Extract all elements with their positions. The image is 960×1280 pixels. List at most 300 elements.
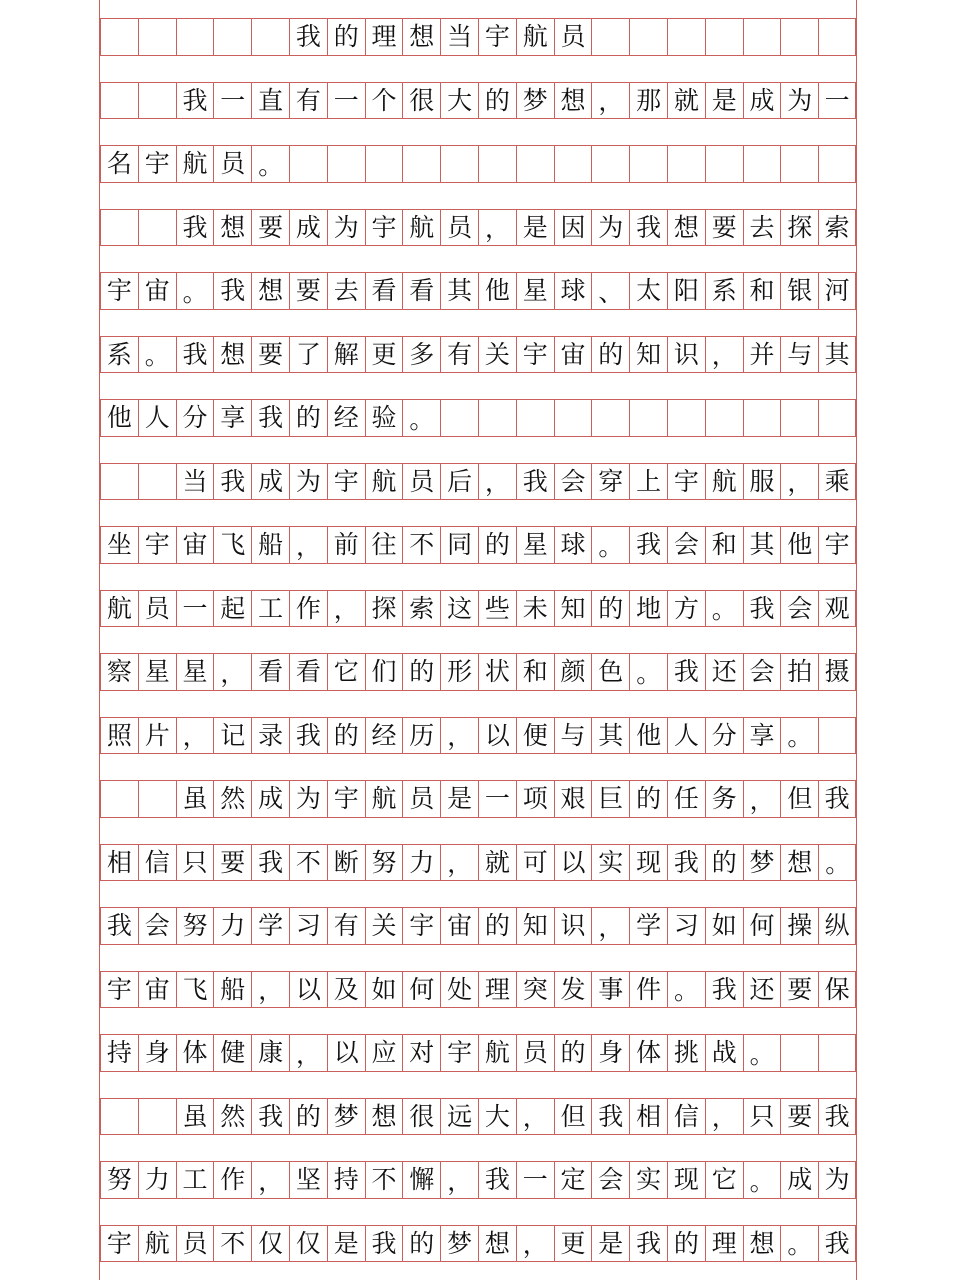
grid-row bbox=[100, 463, 856, 501]
grid-cell bbox=[780, 399, 818, 437]
grid-cell bbox=[365, 145, 403, 183]
grid-cell: 关 bbox=[365, 907, 403, 945]
grid-cell: 何 bbox=[743, 907, 781, 945]
grid-cell bbox=[100, 780, 138, 818]
grid-cell: 往 bbox=[365, 526, 403, 564]
grid-cell: 看 bbox=[289, 653, 327, 691]
grid-cell: 现 bbox=[667, 1161, 705, 1199]
grid-cell bbox=[327, 145, 365, 183]
grid-cell: 航 bbox=[138, 1225, 176, 1263]
grid-cell: 为 bbox=[818, 1161, 856, 1199]
grid-cell: 学 bbox=[629, 907, 667, 945]
grid-cell: 发 bbox=[554, 971, 592, 1009]
grid-cell: 的 bbox=[629, 780, 667, 818]
grid-row bbox=[100, 209, 856, 247]
grid-cell: 宇 bbox=[100, 272, 138, 310]
grid-cell: 识 bbox=[554, 907, 592, 945]
grid-cell bbox=[516, 145, 554, 183]
grid-cell: 航 bbox=[705, 463, 743, 501]
grid-cell: 想 bbox=[743, 1225, 781, 1263]
grid-cell: 去 bbox=[327, 272, 365, 310]
grid-cell bbox=[629, 145, 667, 183]
grid-cell: 懈 bbox=[402, 1161, 440, 1199]
grid-cell: 的 bbox=[591, 590, 629, 628]
grid-cell: ， bbox=[176, 717, 214, 755]
grid-cell: 经 bbox=[327, 399, 365, 437]
grid-cell bbox=[440, 399, 478, 437]
grid-cell: 服 bbox=[743, 463, 781, 501]
grid-cell: 人 bbox=[138, 399, 176, 437]
grid-cell: 但 bbox=[554, 1098, 592, 1136]
grid-cell: 只 bbox=[176, 844, 214, 882]
grid-cell: 定 bbox=[554, 1161, 592, 1199]
grid-cell: 要 bbox=[289, 272, 327, 310]
grid-cell: 与 bbox=[780, 336, 818, 374]
grid-cell: 要 bbox=[213, 844, 251, 882]
grid-cell: 学 bbox=[251, 907, 289, 945]
grid-cell: ， bbox=[289, 526, 327, 564]
grid-cell: 穿 bbox=[591, 463, 629, 501]
grid-cell bbox=[667, 399, 705, 437]
grid-cell: 大 bbox=[478, 1098, 516, 1136]
grid-cell: 后 bbox=[440, 463, 478, 501]
grid-cell: 它 bbox=[327, 653, 365, 691]
grid-cell: 他 bbox=[629, 717, 667, 755]
grid-row bbox=[100, 399, 856, 437]
grid-row bbox=[100, 1225, 856, 1263]
grid-cell bbox=[780, 145, 818, 183]
grid-cell bbox=[402, 145, 440, 183]
grid-cell: 探 bbox=[365, 590, 403, 628]
grid-cell: 艰 bbox=[554, 780, 592, 818]
grid-cell: 员 bbox=[138, 590, 176, 628]
grid-cell: 会 bbox=[591, 1161, 629, 1199]
grid-cell: 为 bbox=[591, 209, 629, 247]
title-cell bbox=[818, 18, 856, 56]
grid-cell: 前 bbox=[327, 526, 365, 564]
grid-cell: 对 bbox=[402, 1034, 440, 1072]
grid-row bbox=[100, 907, 856, 945]
grid-cell: 我 bbox=[213, 463, 251, 501]
grid-cell: 信 bbox=[138, 844, 176, 882]
grid-cell: 宇 bbox=[138, 145, 176, 183]
title-cell bbox=[780, 18, 818, 56]
grid-cell: 要 bbox=[780, 971, 818, 1009]
grid-cell: 员 bbox=[176, 1225, 214, 1263]
grid-cell: 状 bbox=[478, 653, 516, 691]
grid-cell: 知 bbox=[516, 907, 554, 945]
grid-cell: 习 bbox=[289, 907, 327, 945]
grid-cell: 想 bbox=[213, 209, 251, 247]
grid-cell: 星 bbox=[516, 272, 554, 310]
grid-cell: 虽 bbox=[176, 780, 214, 818]
grid-cell: ， bbox=[705, 336, 743, 374]
grid-cell: 宙 bbox=[554, 336, 592, 374]
grid-cell: 习 bbox=[667, 907, 705, 945]
grid-cell: 任 bbox=[667, 780, 705, 818]
title-cell: 当 bbox=[440, 18, 478, 56]
grid-cell: 宙 bbox=[440, 907, 478, 945]
grid-cell: 便 bbox=[516, 717, 554, 755]
grid-cell: 宙 bbox=[138, 971, 176, 1009]
grid-cell: 的 bbox=[327, 717, 365, 755]
grid-cell: 康 bbox=[251, 1034, 289, 1072]
grid-cell: 并 bbox=[743, 336, 781, 374]
grid-row bbox=[100, 1161, 856, 1199]
grid-cell: 航 bbox=[100, 590, 138, 628]
grid-cell: 我 bbox=[629, 209, 667, 247]
grid-cell: 健 bbox=[213, 1034, 251, 1072]
grid-cell: 巨 bbox=[591, 780, 629, 818]
grid-cell: 去 bbox=[743, 209, 781, 247]
grid-cell: 不 bbox=[213, 1225, 251, 1263]
grid-cell: 我 bbox=[176, 209, 214, 247]
grid-cell: 照 bbox=[100, 717, 138, 755]
grid-cell: 的 bbox=[591, 336, 629, 374]
grid-cell: 更 bbox=[365, 336, 403, 374]
grid-cell: 是 bbox=[440, 780, 478, 818]
grid-cell: 船 bbox=[251, 526, 289, 564]
grid-cell: 人 bbox=[667, 717, 705, 755]
grid-cell bbox=[516, 399, 554, 437]
grid-cell: 未 bbox=[516, 590, 554, 628]
grid-cell: 想 bbox=[780, 844, 818, 882]
grid-row bbox=[100, 590, 856, 628]
title-cell bbox=[705, 18, 743, 56]
title-cell bbox=[667, 18, 705, 56]
grid-row bbox=[100, 82, 856, 120]
grid-cell: 分 bbox=[176, 399, 214, 437]
grid-cell: 体 bbox=[176, 1034, 214, 1072]
grid-cell: 为 bbox=[327, 209, 365, 247]
grid-cell: 相 bbox=[629, 1098, 667, 1136]
grid-cell: 梦 bbox=[743, 844, 781, 882]
grid-cell bbox=[743, 399, 781, 437]
grid-cell: 很 bbox=[402, 1098, 440, 1136]
grid-cell: 成 bbox=[289, 209, 327, 247]
grid-cell: 可 bbox=[516, 844, 554, 882]
grid-cell: 航 bbox=[402, 209, 440, 247]
grid-cell: 力 bbox=[213, 907, 251, 945]
grid-cell: 我 bbox=[818, 1225, 856, 1263]
grid-cell: 不 bbox=[289, 844, 327, 882]
grid-cell: 理 bbox=[478, 971, 516, 1009]
grid-cell: 及 bbox=[327, 971, 365, 1009]
grid-cell bbox=[478, 399, 516, 437]
grid-cell bbox=[818, 145, 856, 183]
grid-cell: ， bbox=[251, 1161, 289, 1199]
grid-cell: 我 bbox=[818, 1098, 856, 1136]
grid-cell: 但 bbox=[780, 780, 818, 818]
grid-cell: 和 bbox=[516, 653, 554, 691]
grid-cell: 想 bbox=[478, 1225, 516, 1263]
grid-cell: 为 bbox=[780, 82, 818, 120]
grid-cell: 记 bbox=[213, 717, 251, 755]
grid-cell bbox=[629, 399, 667, 437]
grid-cell: 色 bbox=[591, 653, 629, 691]
grid-cell: 。 bbox=[780, 717, 818, 755]
grid-cell: 验 bbox=[365, 399, 403, 437]
grid-cell: 大 bbox=[440, 82, 478, 120]
grid-cell: 。 bbox=[591, 526, 629, 564]
grid-cell: 是 bbox=[327, 1225, 365, 1263]
grid-cell: 战 bbox=[705, 1034, 743, 1072]
grid-cell: ， bbox=[289, 1034, 327, 1072]
grid-cell: 想 bbox=[251, 272, 289, 310]
grid-cell: ， bbox=[327, 590, 365, 628]
grid-cell: 我 bbox=[591, 1098, 629, 1136]
grid-cell: ， bbox=[743, 780, 781, 818]
grid-cell: 其 bbox=[818, 336, 856, 374]
grid-cell: 我 bbox=[176, 82, 214, 120]
grid-cell: 。 bbox=[705, 590, 743, 628]
grid-cell: 成 bbox=[780, 1161, 818, 1199]
grid-cell: 系 bbox=[100, 336, 138, 374]
grid-cell: 努 bbox=[176, 907, 214, 945]
grid-cell: 我 bbox=[629, 526, 667, 564]
grid-cell bbox=[138, 780, 176, 818]
grid-row bbox=[100, 844, 856, 882]
grid-cell: 工 bbox=[176, 1161, 214, 1199]
grid-cell: 拍 bbox=[780, 653, 818, 691]
grid-cell: 处 bbox=[440, 971, 478, 1009]
grid-cell: 何 bbox=[402, 971, 440, 1009]
grid-cell: 应 bbox=[365, 1034, 403, 1072]
grid-cell: 他 bbox=[100, 399, 138, 437]
grid-cell bbox=[289, 145, 327, 183]
grid-cell: 会 bbox=[743, 653, 781, 691]
grid-cell: 一 bbox=[176, 590, 214, 628]
grid-cell: 更 bbox=[554, 1225, 592, 1263]
grid-cell: 航 bbox=[365, 463, 403, 501]
grid-cell: 持 bbox=[100, 1034, 138, 1072]
grid-cell: 会 bbox=[780, 590, 818, 628]
grid-row bbox=[100, 272, 856, 310]
grid-cell: 银 bbox=[780, 272, 818, 310]
grid-cell: 我 bbox=[667, 653, 705, 691]
grid-cell: 因 bbox=[554, 209, 592, 247]
grid-cell: ， bbox=[440, 1161, 478, 1199]
grid-cell: 宇 bbox=[402, 907, 440, 945]
grid-cell bbox=[478, 145, 516, 183]
grid-cell bbox=[667, 145, 705, 183]
grid-cell: 宇 bbox=[365, 209, 403, 247]
grid-cell: 项 bbox=[516, 780, 554, 818]
grid-cell: 。 bbox=[780, 1225, 818, 1263]
grid-cell: ， bbox=[440, 717, 478, 755]
grid-cell: 我 bbox=[629, 1225, 667, 1263]
grid-cell: 方 bbox=[667, 590, 705, 628]
grid-cell: 船 bbox=[213, 971, 251, 1009]
grid-cell bbox=[554, 399, 592, 437]
grid-cell: 其 bbox=[591, 717, 629, 755]
title-cell bbox=[629, 18, 667, 56]
title-cell bbox=[138, 18, 176, 56]
grid-cell: 挑 bbox=[667, 1034, 705, 1072]
grid-cell: 要 bbox=[705, 209, 743, 247]
grid-cell: 只 bbox=[743, 1098, 781, 1136]
title-cell bbox=[743, 18, 781, 56]
grid-cell: 他 bbox=[478, 272, 516, 310]
grid-cell: 为 bbox=[289, 463, 327, 501]
grid-cell: 我 bbox=[251, 399, 289, 437]
grid-cell: 仅 bbox=[289, 1225, 327, 1263]
grid-cell: 享 bbox=[213, 399, 251, 437]
grid-cell: 还 bbox=[743, 971, 781, 1009]
grid-cell: 务 bbox=[705, 780, 743, 818]
grid-cell: ， bbox=[440, 844, 478, 882]
grid-cell: 成 bbox=[743, 82, 781, 120]
grid-cell: 远 bbox=[440, 1098, 478, 1136]
grid-cell: 我 bbox=[176, 336, 214, 374]
grid-row bbox=[100, 780, 856, 818]
grid-cell: ， bbox=[780, 463, 818, 501]
grid-cell: 力 bbox=[138, 1161, 176, 1199]
grid-cell: 实 bbox=[591, 844, 629, 882]
grid-cell: 断 bbox=[327, 844, 365, 882]
grid-cell: 乘 bbox=[818, 463, 856, 501]
grid-cell: 作 bbox=[289, 590, 327, 628]
title-cell: 宇 bbox=[478, 18, 516, 56]
grid-cell: 的 bbox=[478, 82, 516, 120]
title-cell: 员 bbox=[554, 18, 592, 56]
grid-cell: 星 bbox=[138, 653, 176, 691]
grid-cell: 的 bbox=[705, 844, 743, 882]
grid-cell: 我 bbox=[251, 844, 289, 882]
grid-cell: 我 bbox=[743, 590, 781, 628]
grid-cell: 突 bbox=[516, 971, 554, 1009]
grid-cell: 的 bbox=[289, 399, 327, 437]
grid-cell: 实 bbox=[629, 1161, 667, 1199]
grid-cell: 梦 bbox=[327, 1098, 365, 1136]
grid-cell: 录 bbox=[251, 717, 289, 755]
grid-cell: 身 bbox=[591, 1034, 629, 1072]
grid-cell: 直 bbox=[251, 82, 289, 120]
title-cell bbox=[100, 18, 138, 56]
grid-cell: 和 bbox=[743, 272, 781, 310]
grid-cell: 要 bbox=[251, 209, 289, 247]
grid-cell: 工 bbox=[251, 590, 289, 628]
grid-cell bbox=[743, 145, 781, 183]
grid-cell: 地 bbox=[629, 590, 667, 628]
grid-cell: 如 bbox=[705, 907, 743, 945]
grid-cell: 持 bbox=[327, 1161, 365, 1199]
grid-cell: 我 bbox=[213, 272, 251, 310]
grid-cell: 一 bbox=[327, 82, 365, 120]
grid-cell: 。 bbox=[251, 145, 289, 183]
grid-cell: 。 bbox=[176, 272, 214, 310]
grid-cell: 它 bbox=[705, 1161, 743, 1199]
grid-cell: 有 bbox=[289, 82, 327, 120]
grid-cell: 想 bbox=[365, 1098, 403, 1136]
grid-row bbox=[100, 336, 856, 374]
grid-cell: 努 bbox=[100, 1161, 138, 1199]
grid-cell: ， bbox=[705, 1098, 743, 1136]
grid-cell bbox=[780, 1034, 818, 1072]
grid-cell: 一 bbox=[213, 82, 251, 120]
title-row bbox=[100, 18, 856, 56]
grid-cell: 。 bbox=[818, 844, 856, 882]
grid-cell: 的 bbox=[402, 653, 440, 691]
grid-cell: 形 bbox=[440, 653, 478, 691]
grid-cell: 理 bbox=[705, 1225, 743, 1263]
grid-cell: ， bbox=[251, 971, 289, 1009]
grid-cell: 看 bbox=[251, 653, 289, 691]
grid-cell: 。 bbox=[743, 1034, 781, 1072]
grid-cell: ， bbox=[478, 463, 516, 501]
grid-cell: 不 bbox=[365, 1161, 403, 1199]
grid-cell: 这 bbox=[440, 590, 478, 628]
grid-cell: 梦 bbox=[440, 1225, 478, 1263]
grid-cell: 一 bbox=[516, 1161, 554, 1199]
grid-cell: 操 bbox=[780, 907, 818, 945]
grid-cell: 们 bbox=[365, 653, 403, 691]
grid-cell bbox=[138, 209, 176, 247]
grid-row bbox=[100, 971, 856, 1009]
grid-cell: 如 bbox=[365, 971, 403, 1009]
grid-cell: ， bbox=[516, 1225, 554, 1263]
grid-cell: 一 bbox=[478, 780, 516, 818]
grid-cell: 作 bbox=[213, 1161, 251, 1199]
grid-cell bbox=[100, 209, 138, 247]
grid-row bbox=[100, 1098, 856, 1136]
grid-cell bbox=[138, 82, 176, 120]
grid-cell: 球 bbox=[554, 272, 592, 310]
grid-cell: 是 bbox=[591, 1225, 629, 1263]
grid-cell: 宙 bbox=[138, 272, 176, 310]
grid-cell: 虽 bbox=[176, 1098, 214, 1136]
grid-cell: 关 bbox=[478, 336, 516, 374]
grid-cell: 员 bbox=[440, 209, 478, 247]
grid-row bbox=[100, 145, 856, 183]
grid-cell: 保 bbox=[818, 971, 856, 1009]
grid-cell: 其 bbox=[743, 526, 781, 564]
grid-cell: 宇 bbox=[667, 463, 705, 501]
grid-cell: 探 bbox=[780, 209, 818, 247]
grid-cell: 的 bbox=[478, 526, 516, 564]
grid-cell: 想 bbox=[554, 82, 592, 120]
grid-cell: 看 bbox=[402, 272, 440, 310]
grid-cell: 要 bbox=[780, 1098, 818, 1136]
grid-cell: 片 bbox=[138, 717, 176, 755]
grid-cell: 我 bbox=[289, 717, 327, 755]
grid-cell bbox=[818, 717, 856, 755]
grid-cell: 会 bbox=[138, 907, 176, 945]
grid-cell: 身 bbox=[138, 1034, 176, 1072]
grid-cell: 上 bbox=[629, 463, 667, 501]
grid-cell: 多 bbox=[402, 336, 440, 374]
grid-cell: 观 bbox=[818, 590, 856, 628]
grid-cell: 就 bbox=[478, 844, 516, 882]
grid-cell: 员 bbox=[402, 780, 440, 818]
grid-cell: 宇 bbox=[100, 1225, 138, 1263]
grid-cell: 信 bbox=[667, 1098, 705, 1136]
grid-cell: 索 bbox=[818, 209, 856, 247]
grid-cell: 同 bbox=[440, 526, 478, 564]
grid-cell bbox=[440, 145, 478, 183]
grid-cell: 我 bbox=[478, 1161, 516, 1199]
grid-cell bbox=[554, 145, 592, 183]
grid-cell: 员 bbox=[213, 145, 251, 183]
grid-cell: ， bbox=[591, 907, 629, 945]
grid-cell bbox=[591, 399, 629, 437]
grid-cell: 河 bbox=[818, 272, 856, 310]
grid-cell: 纵 bbox=[818, 907, 856, 945]
grid-cell: 。 bbox=[138, 336, 176, 374]
grid-cell: 。 bbox=[629, 653, 667, 691]
grid-row bbox=[100, 653, 856, 691]
grid-cell: 以 bbox=[478, 717, 516, 755]
